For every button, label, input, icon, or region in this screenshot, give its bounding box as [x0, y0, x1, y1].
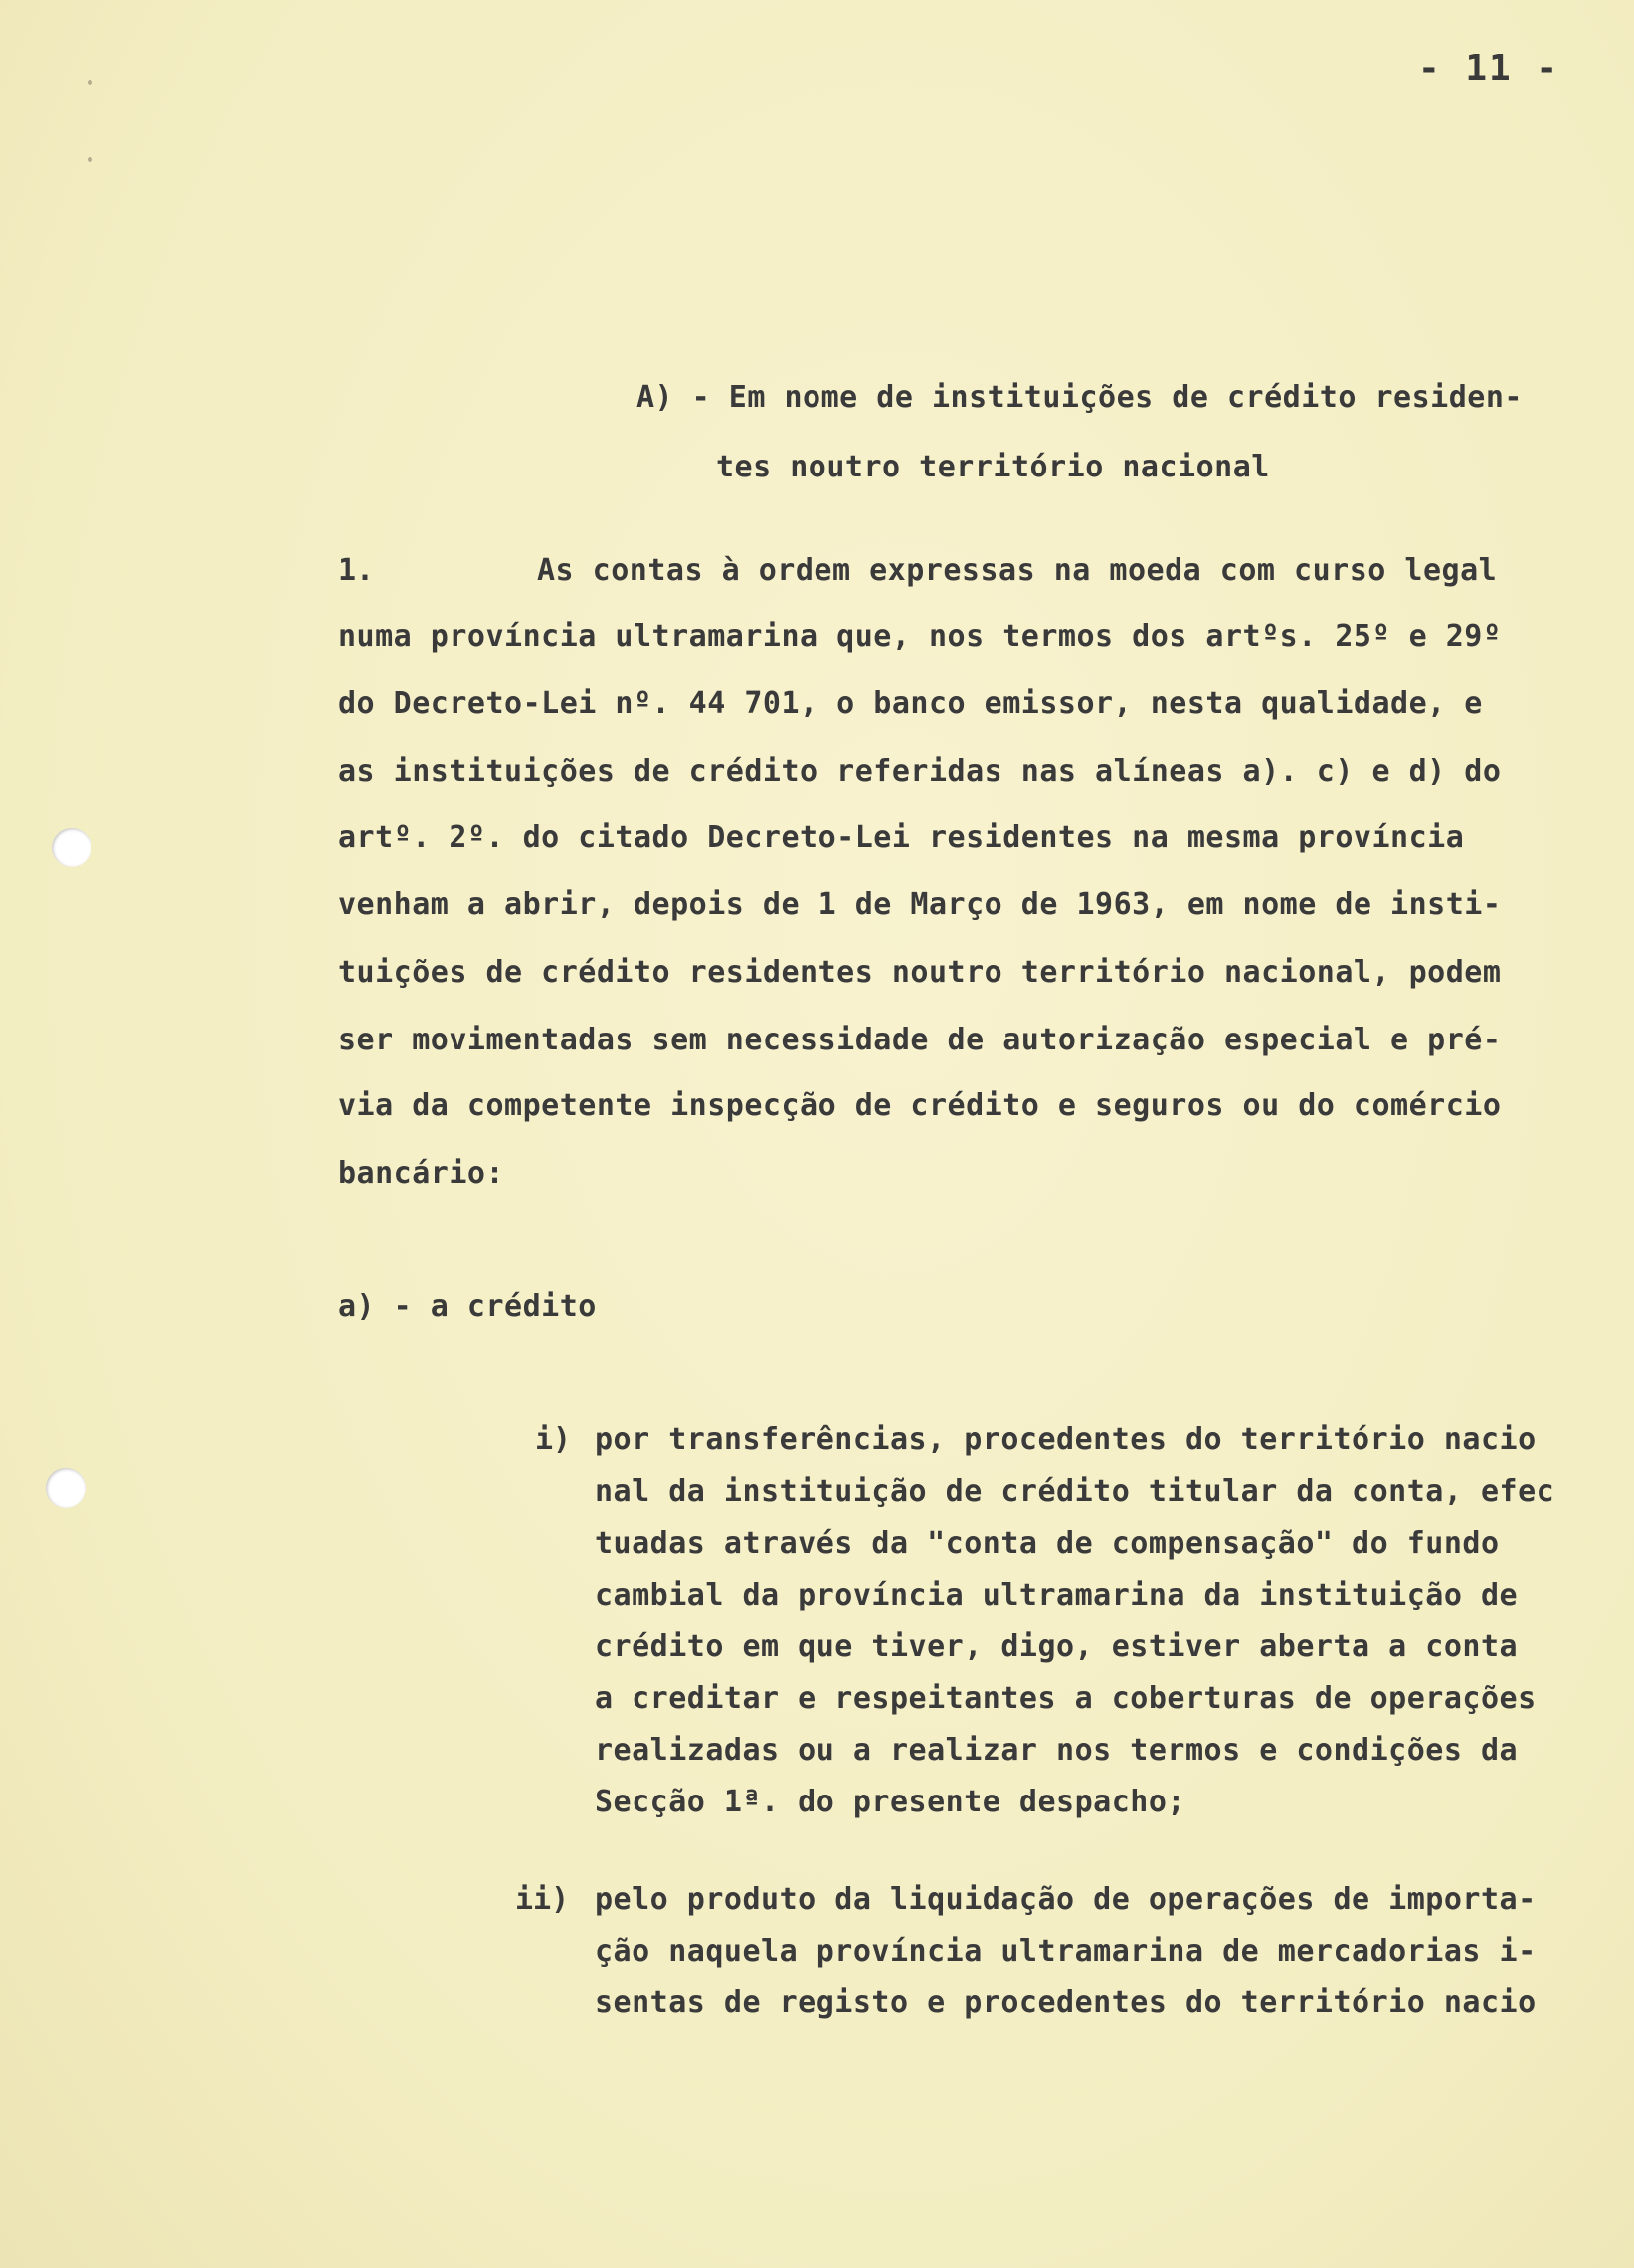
- item-i-line: cambial da província ultramarina da instituição de: [595, 1578, 1519, 1612]
- item-ii-line: ção naquela província ultramarina de mercadorias i-: [595, 1934, 1537, 1969]
- item-ii-line: sentas de registo e procedentes do território nacio: [595, 1985, 1537, 2020]
- paper-speck: [88, 80, 92, 85]
- item-i-line: a creditar e respeitantes a coberturas de operações: [595, 1681, 1537, 1716]
- page-number: - 11 -: [1418, 48, 1560, 89]
- section-heading-line-1: A) - Em nome de instituições de crédito residen-: [636, 380, 1523, 415]
- punch-hole-top: [52, 828, 91, 867]
- item-i-line: por transferências, procedentes do território nacio: [595, 1422, 1537, 1457]
- paragraph-line: bancário:: [338, 1156, 505, 1191]
- item-i-line: realizadas ou a realizar nos termos e condições da: [595, 1733, 1519, 1768]
- paragraph-line: do Decreto-Lei nº. 44 701, o banco emissor, nesta qualidade, e: [338, 686, 1483, 721]
- section-heading-line-2: tes noutro território nacional: [716, 450, 1270, 484]
- paragraph-line: As contas à ordem expressas na moeda com curso legal: [537, 553, 1498, 588]
- paragraph-line: numa província ultramarina que, nos termos dos artºs. 25º e 29º: [338, 619, 1502, 654]
- paragraph-line: via da competente inspecção de crédito e seguros ou do comércio: [338, 1088, 1502, 1123]
- punch-hole-bottom: [46, 1468, 86, 1508]
- item-i-line: crédito em que tiver, digo, estiver aberta a conta: [595, 1629, 1519, 1664]
- item-ii-label: ii): [515, 1882, 570, 1917]
- paragraph-line: tuições de crédito residentes noutro território nacional, podem: [338, 955, 1502, 990]
- item-ii-line: pelo produto da liquidação de operações de importa-: [595, 1882, 1537, 1917]
- item-i-label: i): [535, 1422, 572, 1457]
- item-i-line: tuadas através da "conta de compensação" do fundo: [595, 1526, 1500, 1561]
- subsection-label: a) - a crédito: [338, 1289, 597, 1324]
- paragraph-line: artº. 2º. do citado Decreto-Lei residentes na mesma província: [338, 820, 1465, 854]
- paragraph-number: 1.: [338, 553, 375, 588]
- item-i-line: nal da instituição de crédito titular da conta, efec: [595, 1474, 1555, 1509]
- item-i-line: Secção 1ª. do presente despacho;: [595, 1785, 1185, 1819]
- paragraph-line: as instituições de crédito referidas nas alíneas a). c) e d) do: [338, 754, 1502, 789]
- paragraph-line: venham a abrir, depois de 1 de Março de 1963, em nome de insti-: [338, 887, 1502, 922]
- paper-speck: [88, 157, 92, 162]
- paragraph-line: ser movimentadas sem necessidade de autorização especial e pré-: [338, 1023, 1502, 1057]
